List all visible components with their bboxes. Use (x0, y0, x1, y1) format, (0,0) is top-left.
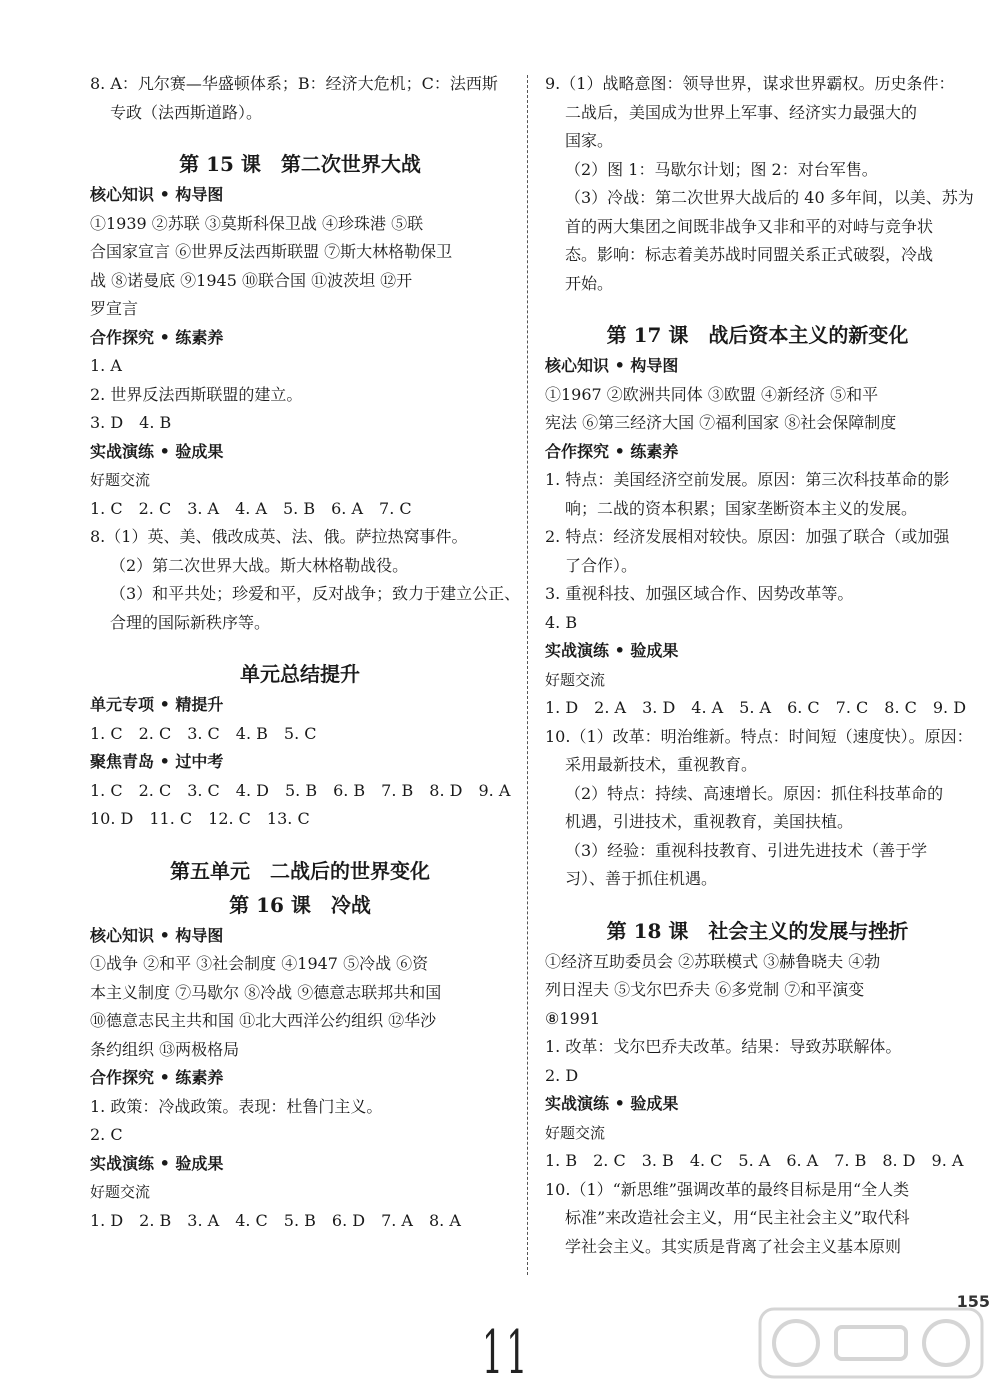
lesson-title: 第五单元 二战后的世界变化 (170, 858, 430, 883)
answer-line: （3）和平共处；珍爱和平，反对战争；致力于建立公正、 (110, 584, 521, 603)
section-heading: 实战演练 • 验成果 (90, 1153, 224, 1173)
answer-line: 4. B (545, 612, 578, 632)
answer-line: 2. D (545, 1065, 579, 1085)
answer-line: 9.（1）战略意图：领导世界，谋求世界霸权。历史条件： (545, 74, 955, 93)
answer-line: 机遇，引进技术，重视教育，美国扶植。 (565, 812, 854, 831)
answer-line: 10.（1）改革：明治维新。特点：时间短（速度快）。原因： (545, 726, 973, 746)
lesson-title: 第 18 课 社会主义的发展与挫折 (606, 918, 909, 943)
answer-line: 态。影响：标志着美苏战时同盟关系正式破裂，冷战 (565, 245, 934, 264)
answer-line: 3. D 4. B (90, 413, 172, 432)
answer-line: 3. 重视科技、加强区域合作、因势改革等。 (545, 584, 854, 603)
section-heading: 核心知识 • 构导图 (90, 925, 224, 945)
section-heading: 实战演练 • 验成果 (90, 441, 224, 461)
answer-line: 本主义制度 ⑦马歇尔 ⑧冷战 ⑨德意志联邦共和国 (90, 982, 442, 1002)
answer-line: 1. 改革：戈尔巴乔夫改革。结果：导致苏联解体。 (545, 1037, 902, 1056)
answer-line: 习）、善于抓住机遇。 (565, 869, 718, 888)
answer-line: ①1967 ②欧洲共同体 ③欧盟 ④新经济 ⑤和平 (545, 384, 879, 404)
answer-line: （2）图 1：马歇尔计划；图 2：对台军售。 (565, 159, 878, 179)
section-heading: 合作探究 • 练素养 (90, 327, 224, 347)
answer-line: 1. C 2. C 3. C 4. D 5. B 6. B 7. B 8. D 9. A (90, 780, 511, 800)
answer-line: 2. C (90, 1125, 123, 1144)
answer-line: 2. 世界反法西斯联盟的建立。 (90, 384, 303, 404)
answer-line: 1. C 2. C 3. A 4. A 5. B 6. A 7. C (90, 498, 412, 518)
answer-line: 8. A：凡尔赛—华盛顿体系；B：经济大危机；C：法西斯 (90, 74, 498, 93)
answer-line: 10. D 11. C 12. C 13. C (90, 809, 310, 828)
column-divider (527, 75, 528, 1275)
answer-line: 首的两大集团之间既非战争又非和平的对峙与竞争状 (565, 216, 934, 236)
answer-line: 1. D 2. A 3. D 4. A 5. A 6. C 7. C 8. C 9. D (545, 698, 967, 717)
answer-line: 10.（1）“新思维”强调改革的最终目标是用“全人类 (545, 1179, 910, 1199)
section-heading: 合作探究 • 练素养 (545, 441, 679, 461)
answer-line: 了合作）。 (565, 555, 638, 575)
section-heading: 单元专项 • 精提升 (90, 695, 224, 714)
answer-line: 二战后，美国成为世界上军事、经济实力最强大的 (565, 102, 918, 122)
answer-line: 1. A (90, 356, 122, 375)
answer-line: （2）第二次世界大战。斯大林格勒战役。 (110, 555, 409, 575)
answer-line: ⑧1991 (545, 1008, 601, 1028)
answer-line: 学社会主义。其实质是背离了社会主义基本原则 (565, 1236, 902, 1256)
section-heading: 合作探究 • 练素养 (90, 1068, 224, 1087)
answer-line: 8.（1）英、美、俄改成英、法、俄。萨拉热窝事件。 (90, 527, 468, 546)
answer-line: 标准”来改造社会主义，用“民主社会主义”取代科 (565, 1208, 910, 1227)
section-heading: 核心知识 • 构导图 (90, 185, 224, 204)
section-heading: 核心知识 • 构导图 (545, 356, 679, 375)
handwritten-mark: 11 (482, 1318, 531, 1388)
lesson-title: 单元总结提升 (240, 662, 360, 686)
subsection-heading: 好题交流 (90, 471, 151, 489)
right-column (545, 70, 974, 1261)
answer-line: ⑩德意志民主共和国 ⑪北大西洋公约组织 ⑫华沙 (90, 1011, 437, 1030)
subsection-heading: 好题交流 (90, 1183, 151, 1201)
answer-line: 2. 特点：经济发展相对较快。原因：加强了联合（或加强 (545, 527, 950, 546)
page-number: 155 (956, 1292, 990, 1311)
answer-line: 1. D 2. B 3. A 4. C 5. B 6. D 7. A 8. A (90, 1210, 461, 1230)
section-heading: 实战演练 • 验成果 (545, 641, 679, 660)
lesson-title: 第 15 课 第二次世界大战 (179, 152, 421, 176)
answer-line: 采用最新技术，重视教育。 (565, 755, 758, 774)
lesson-title: 第 16 课 冷战 (229, 892, 371, 917)
answer-line: 合国家宣言 ⑥世界反法西斯联盟 ⑦斯大林格勒保卫 (90, 242, 453, 261)
answer-line: 1. 政策：冷战政策。表现：杜鲁门主义。 (90, 1096, 383, 1116)
answer-line: 合理的国际新秩序等。 (110, 612, 271, 632)
section-heading: 实战演练 • 验成果 (545, 1094, 679, 1113)
answer-line: 响；二战的资本积累；国家垄断资本主义的发展。 (565, 498, 918, 518)
section-heading: 聚焦青岛 • 过中考 (90, 752, 224, 771)
lesson-title: 第 17 课 战后资本主义的新变化 (606, 323, 909, 347)
watermark-logo (756, 1303, 986, 1383)
answer-line: （3）经验：重视科技教育、引进先进技术（善于学 (565, 840, 928, 860)
answer-line: ①1939 ②苏联 ③莫斯科保卫战 ④珍珠港 ⑤联 (90, 213, 424, 233)
answer-line: 1. 特点：美国经济空前发展。原因：第三次科技革命的影 (545, 470, 950, 489)
answer-line: 开始。 (565, 273, 614, 293)
answer-line: ①经济互助委员会 ②苏联模式 ③赫鲁晓夫 ④勃 (545, 951, 881, 971)
answer-line: （3）冷战：第二次世界大战后的 40 多年间，以美、苏为 (565, 188, 974, 207)
answer-line: 条约组织 ⑬两极格局 (90, 1039, 240, 1059)
answer-line: 专政（法西斯道路）。 (110, 102, 263, 122)
answer-line: ①战争 ②和平 ③社会制度 ④1947 ⑤冷战 ⑥资 (90, 954, 429, 973)
left-column (90, 70, 521, 1235)
answer-line: （2）特点：持续、高速增长。原因：抓住科技革命的 (565, 783, 944, 803)
answer-line: 1. B 2. C 3. B 4. C 5. A 6. A 7. B 8. D 9. A (545, 1151, 964, 1170)
answer-line: 列日涅夫 ⑤戈尔巴乔夫 ⑥多党制 ⑦和平演变 (545, 980, 865, 999)
answer-line: 宪法 ⑥第三经济大国 ⑦福利国家 ⑧社会保障制度 (545, 413, 897, 432)
subsection-heading: 好题交流 (545, 1123, 606, 1142)
answer-line: 国家。 (565, 131, 614, 150)
answer-line: 罗宣言 (90, 299, 139, 318)
subsection-heading: 好题交流 (545, 670, 606, 689)
answer-line: 1. C 2. C 3. C 4. B 5. C (90, 723, 317, 743)
answer-line: 战 ⑧诺曼底 ⑨1945 ⑩联合国 ⑪波茨坦 ⑫开 (90, 270, 413, 290)
